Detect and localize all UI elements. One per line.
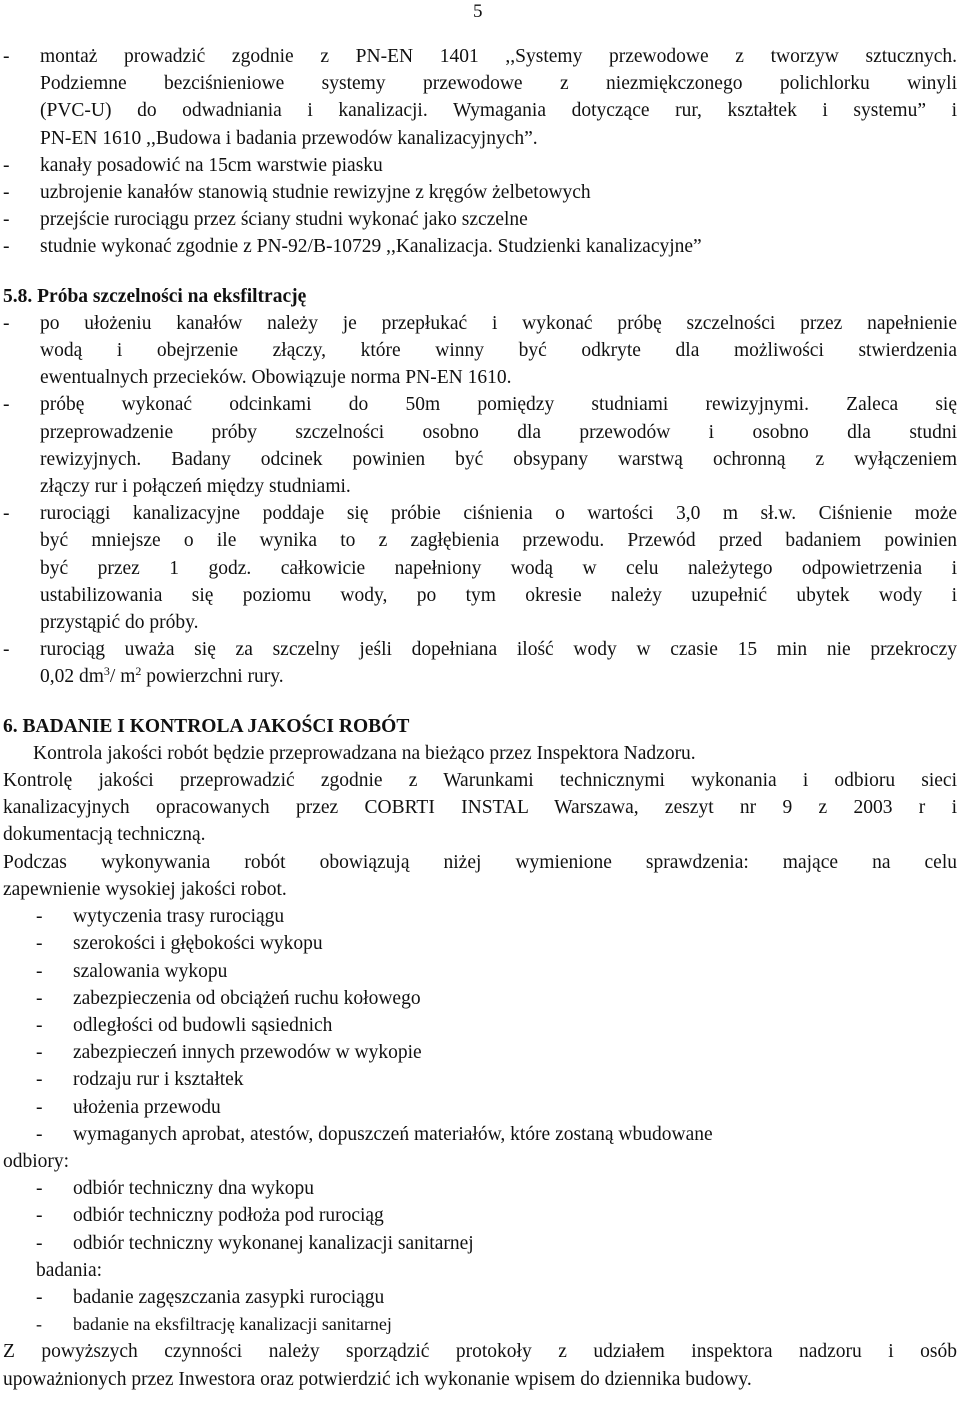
dash-bullet: -	[3, 236, 10, 258]
text-line: próbę wykonać odcinkami do 50m pomiędzy studniami rewizyjnymi. Zaleca się	[40, 394, 957, 416]
list-item	[36, 985, 957, 1012]
dash-bullet: -	[36, 1205, 43, 1227]
list-item-text: badanie zagęszczania zasypki rurociągu	[73, 1286, 385, 1308]
list-item-text: odbiór techniczny wykonanej kanalizacji sanitarnej	[73, 1232, 474, 1254]
list-item	[3, 310, 957, 392]
list-item	[36, 958, 957, 985]
dash-bullet: -	[36, 1178, 43, 1200]
list-item	[3, 179, 957, 206]
text-line: przeprowadzenie próby szczelności osobno dla przewodów i osobno dla studni	[40, 421, 957, 443]
list-item-text: wytyczenia trasy rurociągu	[73, 906, 285, 928]
list-item	[3, 500, 957, 636]
text-line: upoważnionych przez Inwestora oraz potwierdzić ich wykonanie wpisem do dziennika budowy.	[3, 1368, 752, 1390]
list-item-text: kanały posadowić na 15cm warstwie piasku	[40, 154, 383, 176]
text-line: rewizyjnych. Badany odcinek powinien być obsypany warstwą ochronną z wyłączeniem	[40, 448, 957, 470]
text-line: Podziemne bezciśnieniowe systemy przewodowe z niezmiękczonego polichlorku winyli	[40, 73, 957, 95]
odbiory-label: odbiory:	[3, 1150, 70, 1172]
text-line: zapewnienie wysokiej jakości robot.	[3, 878, 287, 900]
dash-bullet: -	[36, 1123, 43, 1145]
list-item	[36, 1311, 957, 1338]
list-item-text: szalowania wykopu	[73, 960, 228, 982]
checks-list	[3, 903, 957, 1148]
dash-bullet: -	[36, 960, 43, 982]
dash-bullet: -	[36, 933, 43, 955]
list-item-text: odbiór techniczny podłoża pod rurociąg	[73, 1205, 384, 1227]
dash-bullet: -	[3, 154, 10, 176]
text-line: po ułożeniu kanałów należy je przepłukać i wykonać próbę szczelności przez napełnienie	[40, 312, 957, 334]
list-item-text: zabezpieczenia od obciążeń ruchu kołowego	[73, 987, 421, 1009]
dash-bullet: -	[3, 312, 10, 334]
page-number: 5	[473, 1, 483, 22]
text-line: dokumentacją techniczną.	[3, 824, 206, 846]
list-item	[36, 1121, 957, 1148]
dash-bullet: -	[3, 209, 10, 231]
list-item	[36, 1039, 957, 1066]
list-item-text: badanie na eksfiltrację kanalizacji sanitarnej	[73, 1314, 392, 1335]
list-item	[36, 1230, 957, 1257]
text-line: rurociągi kanalizacyjne poddaje się próbie ciśnienia o wartości 3,0 m sł.w. Ciśnienie może	[40, 503, 957, 525]
dash-bullet: -	[36, 987, 43, 1009]
text-line: ewentualnych przecieków. Obowiązuje norma PN-EN 1610.	[40, 367, 512, 389]
text-fragment: 0,02 dm	[40, 666, 104, 688]
superscript: 3	[103, 664, 110, 679]
text-line: być mniejsze o ile wynika to z zagłębienia przewodu. Przewód przed badaniem powinien	[40, 530, 957, 552]
text-line	[40, 663, 957, 690]
list-item-text: uzbrojenie kanałów stanowią studnie rewizyjne z kręgów żelbetowych	[40, 182, 591, 204]
dash-bullet: -	[36, 1069, 43, 1091]
text-line: kanalizacyjnych opracowanych przez COBRTI INSTAL Warszawa, zeszyt nr 9 z 2003 r i	[3, 797, 957, 819]
list-item	[36, 1202, 957, 1229]
text-line: być przez 1 godz. całkowicie napełniony wodą w celu należytego odpowietrzenia i	[40, 557, 957, 579]
dash-bullet: -	[36, 1286, 43, 1308]
text-line: wodą i obejrzenie złączy, które winny być odkryte dla możliwości stwierdzenia	[40, 340, 957, 362]
text-fragment: powierzchni rury.	[141, 666, 284, 688]
text-line: Kontrolę jakości przeprowadzić zgodnie z Warunkami technicznymi wykonania i odbioru sieci	[3, 770, 957, 792]
text-line: Z powyższych czynności należy sporządzić protokoły z udziałem inspektora nadzoru i osób	[3, 1341, 957, 1363]
list-item	[36, 1175, 957, 1202]
list-item-text: odbiór techniczny dna wykopu	[73, 1178, 314, 1200]
dash-bullet: -	[36, 906, 43, 928]
list-item-text: odległości od budowli sąsiednich	[73, 1014, 333, 1036]
text-line: ustabilizowania się poziomu wody, po tym okresie należy uzupełnić ubytek wody i	[40, 584, 957, 606]
text-fragment: / m	[109, 666, 136, 688]
text-line: montaż prowadzić zgodnie z PN-EN 1401 ,,Systemy przewodowe z tworzyw sztucznych.	[40, 46, 957, 67]
list-item-text: rodzaju rur i kształtek	[73, 1069, 244, 1091]
odbiory-list	[3, 1175, 957, 1338]
dash-bullet: -	[3, 182, 10, 204]
list-item-text: szerokości i głębokości wykopu	[73, 933, 323, 955]
list-item	[36, 903, 957, 930]
superscript: 2	[135, 664, 142, 679]
dash-bullet: -	[3, 639, 10, 661]
section-heading: 5.8. Próba szczelności na eksfiltrację	[3, 285, 307, 307]
list-item	[3, 152, 957, 179]
list-item	[3, 206, 957, 233]
list-item-text: wymaganych aprobat, atestów, dopuszczeń materiałów, które zostaną wbudowane	[73, 1123, 713, 1145]
list-item-text: studnie wykonać zgodnie z PN-92/B-10729 ,,Kanalizacja. Studzienki kanalizacyjne”	[40, 236, 702, 258]
text-line: Podczas wykonywania robót obowiązują niżej wymienione sprawdzenia: mające na celu	[3, 851, 957, 873]
list-item	[36, 1012, 957, 1039]
section-intro: Kontrola jakości robót będzie przeprowadzana na bieżąco przez Inspektora Nadzoru.	[33, 742, 696, 764]
list-item-text: przejście rurociągu przez ściany studni wykonać jako szczelne	[40, 209, 528, 231]
list-item	[36, 1284, 957, 1311]
list-item-text: zabezpieczeń innych przewodów w wykopie	[73, 1042, 422, 1064]
dash-bullet: -	[36, 1096, 43, 1118]
list-item	[36, 930, 957, 957]
badania-label: badania:	[36, 1259, 103, 1281]
dash-bullet: -	[36, 1232, 43, 1254]
list-item	[3, 233, 957, 260]
dash-bullet: -	[3, 394, 10, 416]
list-item	[3, 636, 957, 690]
dash-bullet: -	[36, 1014, 43, 1036]
text-line: PN-EN 1610 ,,Budowa i badania przewodów kanalizacyjnych”.	[40, 127, 538, 149]
dash-bullet: -	[3, 46, 10, 67]
text-line: złączy rur i połączeń między studniami.	[40, 476, 351, 498]
list-item	[3, 43, 957, 152]
dash-bullet: -	[36, 1042, 43, 1064]
list-item-text: ułożenia przewodu	[73, 1096, 221, 1118]
list-item	[36, 1094, 957, 1121]
section-heading: 6. BADANIE I KONTROLA JAKOŚCI ROBÓT	[3, 715, 410, 737]
document-body	[3, 43, 957, 1393]
list-item	[36, 1066, 957, 1093]
dash-bullet: -	[3, 503, 10, 525]
text-line: (PVC-U) do odwadniania i kanalizacji. Wymagania dotyczące rur, kształtek i systemu” i	[40, 100, 957, 122]
text-line: rurociąg uważa się za szczelny jeśli dopełniana ilość wody w czasie 15 min nie przekroczy	[40, 639, 957, 661]
text-line: przystąpić do próby.	[40, 612, 199, 634]
dash-bullet: -	[36, 1314, 42, 1335]
list-item	[3, 391, 957, 500]
